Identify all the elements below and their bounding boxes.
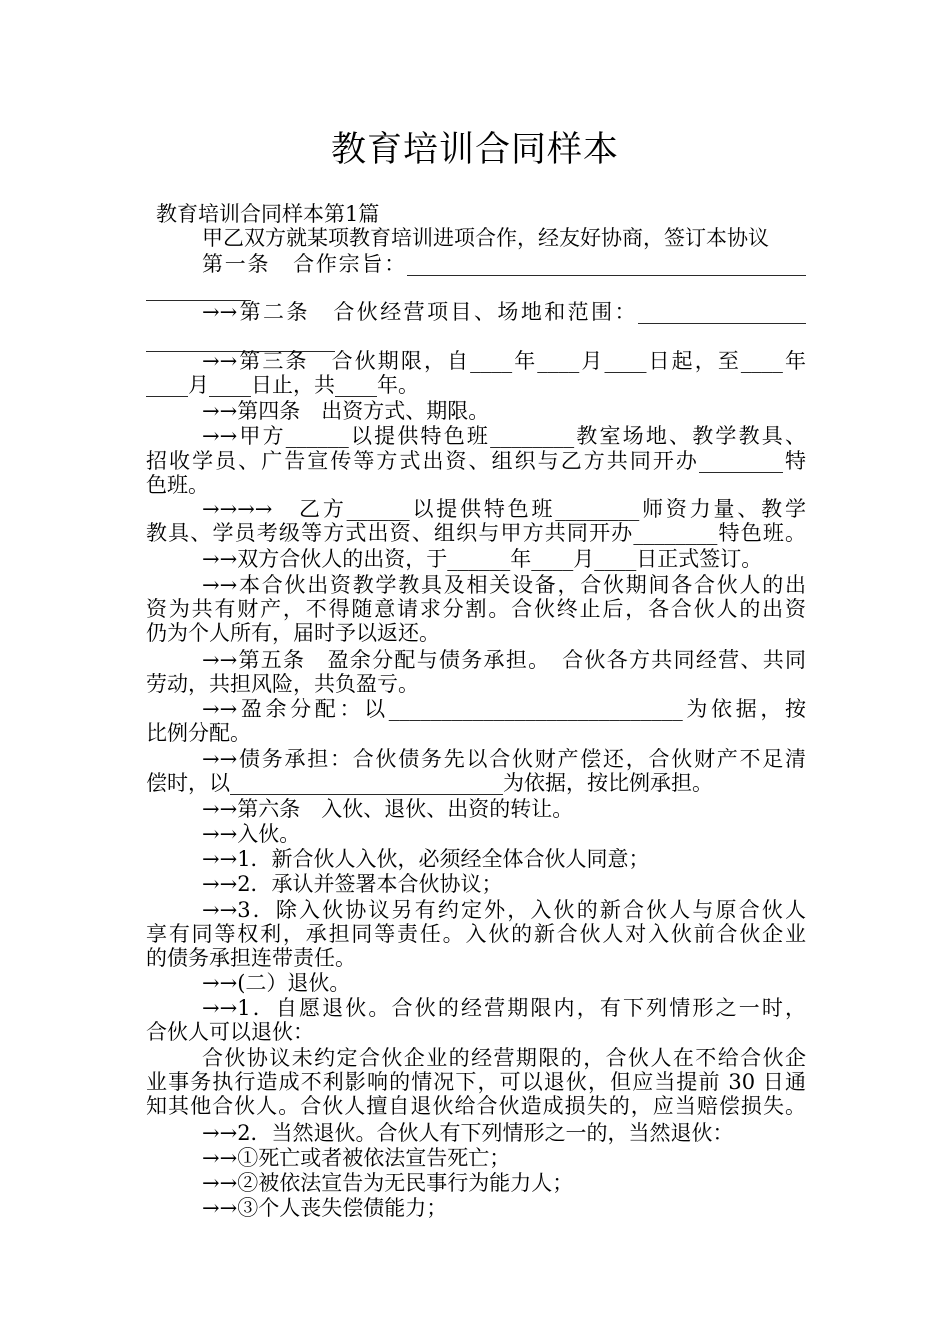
- body-line: →→第六条 入伙、退伙、出资的转让。: [202, 797, 574, 821]
- body-line: 招收学员、广告宣传等方式出资、组织与乙方共同开办________特: [146, 449, 806, 473]
- body-line: →→第五条 盈余分配与债务承担。 合伙各方共同经营、共同: [202, 648, 806, 672]
- body-line: __________: [146, 277, 251, 301]
- body-line: →→第四条 出资方式、期限。: [202, 399, 490, 423]
- body-line: →→(二）退伙。: [202, 971, 351, 995]
- body-line: →→2．承认并签署本合伙协议；: [202, 872, 503, 896]
- body-line: →→入伙。: [202, 822, 301, 846]
- body-line: →→本合伙出资教学教具及相关设备，合伙期间各合伙人的出: [202, 573, 806, 597]
- document-title: 教育培训合同样本: [330, 130, 619, 170]
- body-line: →→→→ 乙方______以提供特色班________师资力量、教学: [202, 497, 806, 521]
- body-line: 第一条 合作宗旨：______________________________________: [202, 252, 806, 276]
- body-line: →→1．自愿退伙。合伙的经营期限内，有下列情形之一时，: [202, 996, 806, 1020]
- body-line: 合伙人可以退伙：: [146, 1020, 314, 1044]
- body-line: →→③个人丧失偿债能力；: [202, 1196, 448, 1220]
- body-line: →→①死亡或者被依法宣告死亡；: [202, 1146, 511, 1170]
- body-line: 合伙协议未约定合伙企业的经营期限的，合伙人在不给合伙企: [202, 1046, 806, 1070]
- body-line: →→第二条 合伙经营项目、场地和范围：________________: [202, 300, 806, 324]
- body-line: →→1．新合伙人入伙，必须经全体合伙人同意；: [202, 847, 650, 871]
- body-line: →→甲方______以提供特色班________教室场地、教学教具、: [202, 424, 806, 448]
- body-line: __________________: [146, 328, 335, 352]
- body-line: →→盈余分配：以____________________________为依据，按: [202, 697, 806, 721]
- body-line: 甲乙双方就某项教育培训进项合作，经友好协商，签订本协议: [202, 226, 769, 250]
- body-line: 偿时，以__________________________为依据，按比例承担。: [146, 771, 713, 795]
- body-line: →→2．当然退伙。合伙人有下列情形之一的，当然退伙：: [202, 1121, 734, 1145]
- body-line: 业事务执行造成不利影响的情况下，可以退伙，但应当提前 30 日通: [146, 1070, 806, 1094]
- body-line: →→债务承担：合伙债务先以合伙财产偿还，合伙财产不足清: [202, 747, 806, 771]
- body-line: →→3．除入伙协议另有约定外，入伙的新合伙人与原合伙人: [202, 898, 806, 922]
- body-line: 享有同等权利，承担同等责任。入伙的新合伙人对入伙前合伙企业: [146, 922, 806, 946]
- body-line: 比例分配。: [146, 721, 251, 745]
- body-line: →→②被依法宣告为无民事行为能力人；: [202, 1171, 574, 1195]
- body-line: 教育培训合同样本第1篇: [156, 202, 380, 226]
- body-line: →→第三条 合伙期限，自____年____月____日起，至____年: [202, 349, 806, 373]
- body-line: 仍为个人所有，届时予以返还。: [146, 621, 440, 645]
- body-line: 资为共有财产，不得随意请求分割。合伙终止后，各合伙人的出资: [146, 597, 806, 621]
- body-line: 的债务承担连带责任。: [146, 946, 356, 970]
- body-line: ____月____日止，共____年。: [146, 373, 419, 397]
- body-line: →→双方合伙人的出资，于______年____月____日正式签订。: [202, 547, 763, 571]
- body-line: 色班。: [146, 473, 209, 497]
- body-line: 劳动，共担风险，共负盈亏。: [146, 672, 419, 696]
- body-line: 知其他合伙人。合伙人擅自退伙给合伙造成损失的，应当赔偿损失。: [146, 1094, 806, 1118]
- body-line: 教具、学员考级等方式出资、组织与甲方共同开办________特色班。: [146, 521, 806, 545]
